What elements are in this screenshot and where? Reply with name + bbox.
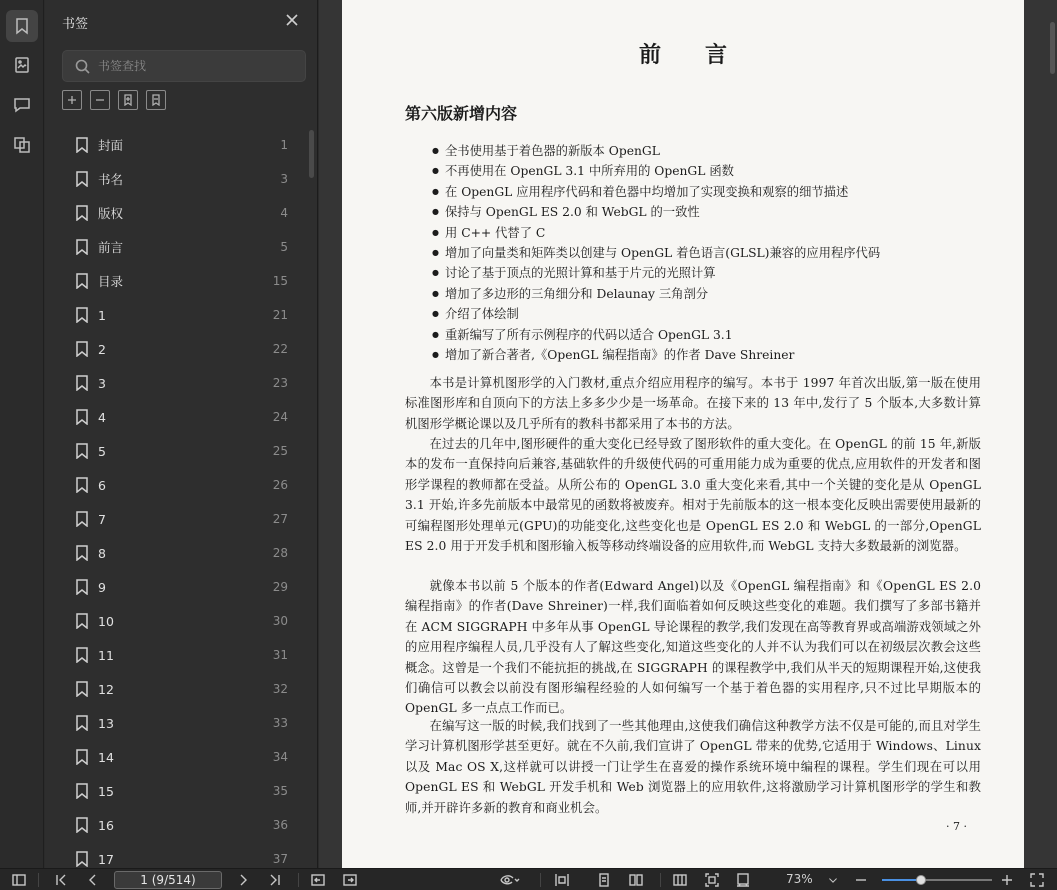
- bookmark-page-number: 3: [280, 172, 288, 186]
- bookmark-label: 14: [98, 749, 114, 765]
- search-icon: [75, 59, 90, 74]
- bookmark-label: 5: [98, 443, 106, 459]
- bookmark-item[interactable]: [62, 570, 302, 604]
- bookmark-icon: [75, 273, 89, 289]
- first-page-icon: [54, 873, 68, 887]
- bookmark-item[interactable]: [62, 706, 302, 740]
- bookmark-page-number: 4: [280, 206, 288, 220]
- bookmark-item[interactable]: [62, 808, 302, 842]
- feature-list: [432, 141, 880, 365]
- forward-button[interactable]: [342, 872, 358, 888]
- bookmark-page-number: 36: [272, 818, 288, 832]
- document-page: [342, 0, 1024, 868]
- back-icon: [311, 873, 325, 887]
- bookmark-label: 1: [98, 307, 106, 323]
- bookmark-page-number: 37: [272, 852, 288, 866]
- plus-icon: [1000, 873, 1014, 887]
- bookmark-item[interactable]: [62, 774, 302, 808]
- feature-list-item: ● 讨论了基于顶点的光照计算和基于片元的光照计算: [432, 263, 880, 283]
- comment-icon: [13, 96, 31, 114]
- thumbnail-panel-button[interactable]: [6, 49, 38, 81]
- next-page-button[interactable]: [235, 872, 251, 888]
- close-icon: [285, 13, 299, 27]
- read-mode-button[interactable]: [496, 872, 524, 888]
- bookmark-page-number: 1: [280, 138, 288, 152]
- bookmark-icon: [75, 171, 89, 187]
- bookmark-item[interactable]: [62, 400, 302, 434]
- continuous-scroll-button[interactable]: [671, 872, 689, 888]
- bookmark-icon: [75, 205, 89, 221]
- bookmark-icon: [75, 817, 89, 833]
- bookmark-icon: [75, 613, 89, 629]
- bookmark-icon: [75, 647, 89, 663]
- bookmark-item[interactable]: [62, 638, 302, 672]
- delete-bookmark-button[interactable]: [146, 90, 166, 110]
- single-page-icon: [597, 873, 611, 887]
- close-panel-button[interactable]: [285, 12, 303, 30]
- bookmark-page-number: 26: [272, 478, 288, 492]
- bookmark-icon: [75, 477, 89, 493]
- bookmark-icon: [75, 579, 89, 595]
- feature-list-item: ● 在 OpenGL 应用程序代码和着色器中均增加了实现变换和观察的细节描述: [432, 182, 880, 202]
- chevron-right-icon: [236, 873, 250, 887]
- expand-all-icon: [66, 94, 78, 106]
- bookmark-icon: [75, 443, 89, 459]
- divider: [540, 873, 541, 887]
- bookmark-icon: [13, 17, 31, 35]
- bookmark-page-number: 35: [272, 784, 288, 798]
- bookmark-page-number: 34: [272, 750, 288, 764]
- bookmark-search-box: [62, 50, 306, 82]
- zoom-dropdown[interactable]: [826, 872, 840, 888]
- bookmark-icon: [75, 851, 89, 867]
- bookmark-label: 书名: [98, 172, 124, 187]
- bookmark-item[interactable]: [62, 264, 302, 298]
- bookmark-label: 8: [98, 545, 106, 561]
- feature-list-item: ● 保持与 OpenGL ES 2.0 和 WebGL 的一致性: [432, 202, 880, 222]
- bookmark-page-number: 5: [280, 240, 288, 254]
- add-bookmark-button[interactable]: [118, 90, 138, 110]
- add-bookmark-icon: [122, 94, 134, 106]
- bookmark-label: 7: [98, 511, 106, 527]
- bookmark-label: 10: [98, 613, 114, 629]
- zoom-out-button[interactable]: [853, 872, 869, 888]
- bookmark-item[interactable]: [62, 536, 302, 570]
- expand-all-button[interactable]: [62, 90, 82, 110]
- bookmark-item[interactable]: [62, 502, 302, 536]
- bookmark-label: 17: [98, 851, 114, 867]
- feature-list-item: ● 增加了多边形的三角细分和 Delaunay 三角剖分: [432, 284, 880, 304]
- toggle-sidebar-button[interactable]: [10, 872, 28, 888]
- paragraph: 在过去的几年中,图形硬件的重大变化已经导致了图形软件的重大变化。在 OpenGL 的前 15 年,新版本的发布一直保持向后兼容,基础软件的升级使代码的可重用能力成为重要的优点,应用软件的开发者和图形学课程的教师都在受益。从所公布的 OpenGL 3.0 重大变化来看,其中一个关键的变化是从 OpenGL 3.1 开始,许多先前版本中最常见的函数将被废弃。相对于先前版本的这一根本变化反映出需要使用最新的可编程图形处理单元(GPU)的功能变化,这些变化也是 OpenGL ES 2.0 和 WebGL 的一部分,OpenGL ES 2.0 用于开发手机和图形输入板等移动终端设备的应用软件,而 WebGL 支持大多数最新的浏览器。: [405, 437, 981, 554]
- thumbnail-icon: [13, 56, 31, 74]
- bookmark-icon: [75, 681, 89, 697]
- chevron-down-icon: [828, 875, 838, 885]
- bookmark-page-number: 25: [272, 444, 288, 458]
- bookmark-label: 11: [98, 647, 114, 663]
- fit-width-icon: [555, 873, 569, 887]
- bookmark-label: 封面: [98, 138, 124, 153]
- eye-icon: [500, 873, 520, 887]
- attachment-panel-button[interactable]: [6, 129, 38, 161]
- minus-icon: [854, 873, 868, 887]
- bookmark-page-number: 33: [272, 716, 288, 730]
- feature-list-item: ● 增加了向量类和矩阵类以创建与 OpenGL 着色语言(GLSL)兼容的应用程序代码: [432, 243, 880, 263]
- bookmark-label: 3: [98, 375, 106, 391]
- bookmark-item[interactable]: [62, 196, 302, 230]
- bookmark-label: 版权: [98, 206, 124, 221]
- collapse-all-button[interactable]: [90, 90, 110, 110]
- bookmark-page-number: 22: [272, 342, 288, 356]
- sidebar-rail: [0, 0, 44, 868]
- bookmark-page-number: 29: [272, 580, 288, 594]
- chevron-left-icon: [86, 873, 100, 887]
- delete-bookmark-icon: [150, 94, 162, 106]
- continuous-scroll-icon: [673, 873, 687, 887]
- feature-list-item: ● 介绍了体绘制: [432, 304, 880, 324]
- bookmark-item[interactable]: [62, 740, 302, 774]
- last-page-icon: [268, 873, 282, 887]
- feature-list-item: ● 用 C++ 代替了 C: [432, 223, 880, 243]
- fit-page-button[interactable]: [703, 872, 721, 888]
- bookmark-item[interactable]: [62, 128, 302, 162]
- bookmark-label: 4: [98, 409, 106, 425]
- bookmark-label: 6: [98, 477, 106, 493]
- zoom-level[interactable]: 73%: [786, 872, 813, 886]
- bookmark-item[interactable]: [62, 842, 302, 868]
- bookmark-item[interactable]: [62, 162, 302, 196]
- bookmark-page-number: 21: [272, 308, 288, 322]
- attachment-icon: [13, 136, 31, 154]
- zoom-slider-handle[interactable]: [916, 875, 926, 885]
- bookmark-item[interactable]: [62, 366, 302, 400]
- bookmark-item[interactable]: [62, 332, 302, 366]
- comment-panel-button[interactable]: [6, 89, 38, 121]
- bookmark-page-number: 23: [272, 376, 288, 390]
- document-scrollbar[interactable]: [1050, 22, 1055, 74]
- bookmark-panel-button[interactable]: [6, 10, 38, 42]
- bookmark-label: 13: [98, 715, 114, 731]
- bookmark-page-number: 24: [272, 410, 288, 424]
- bookmark-item[interactable]: [62, 468, 302, 502]
- single-page-button[interactable]: [595, 872, 613, 888]
- bookmark-icon: [75, 511, 89, 527]
- bookmark-search-input[interactable]: [98, 51, 298, 81]
- divider: [38, 873, 39, 887]
- bookmark-list: [62, 128, 302, 868]
- bookmark-label: 2: [98, 341, 106, 357]
- last-page-button[interactable]: [267, 872, 283, 888]
- fullscreen-icon: [1030, 873, 1044, 887]
- first-page-button[interactable]: [53, 872, 69, 888]
- bookmark-icon: [75, 783, 89, 799]
- bookmark-page-number: 31: [272, 648, 288, 662]
- bookmark-item[interactable]: [62, 672, 302, 706]
- fit-width-button[interactable]: [553, 872, 571, 888]
- two-page-button[interactable]: [627, 872, 645, 888]
- actual-size-button[interactable]: [734, 872, 752, 888]
- two-page-icon: [629, 873, 643, 887]
- feature-list-item: ● 重新编写了所有示例程序的代码以适合 OpenGL 3.1: [432, 325, 880, 345]
- document-viewport: [319, 0, 1057, 868]
- section-title: 第六版新增内容: [405, 104, 518, 123]
- bookmarks-panel: [45, 0, 318, 868]
- bookmark-page-number: 15: [272, 274, 288, 288]
- sidebar-toggle-icon: [12, 873, 26, 887]
- divider: [660, 873, 661, 887]
- bookmark-label: 前言: [98, 240, 124, 255]
- bookmark-label: 9: [98, 579, 106, 595]
- previous-page-button[interactable]: [85, 872, 101, 888]
- bookmark-label: 15: [98, 783, 114, 799]
- bookmark-label: 目录: [98, 274, 124, 289]
- bookmark-icon: [75, 749, 89, 765]
- bookmark-icon: [75, 307, 89, 323]
- bookmark-icon: [75, 239, 89, 255]
- bookmark-icon: [75, 545, 89, 561]
- bookmark-icon: [75, 409, 89, 425]
- bookmark-item[interactable]: [62, 434, 302, 468]
- page-number-input[interactable]: [114, 871, 222, 889]
- forward-icon: [343, 873, 357, 887]
- collapse-all-icon: [94, 94, 106, 106]
- paragraph: 就像本书以前 5 个版本的作者(Edward Angel)以及《OpenGL 编程指南》和《OpenGL ES 2.0 编程指南》的作者(Dave Shreiner)一样,我们面临着如何反映这些变化的难题。我们撰写了多部书籍并在 ACM SIGGRAPH 中多年从事 OpenGL 导论课程的教学,我们发现在高等教育界或高端游戏领域之外的应用程序编程人员,几乎没有人了解这些变化,知道这些变化的人并不认为我们可以在初级层次教会这些概念。这曾是一个我们不能抗拒的挑战,在 SIGGRAPH 的课程教学中,我们从半天的短期课程开始,这使我们确信可以教会以前没有图形编程经验的人如何编写一个基于着色器的实用程序,只不过比早期版本的 OpenGL 多一点点工作而已。: [405, 579, 981, 716]
- page-number: · 7 ·: [946, 820, 967, 833]
- bookmark-item[interactable]: [62, 298, 302, 332]
- bookmark-icon: [75, 375, 89, 391]
- paragraph: 在编写这一版的时候,我们找到了一些其他理由,这使我们确信这种教学方法不仅是可能的,而且对学生学习计算机图形学甚至更好。就在不久前,我们宣讲了 OpenGL 带来的优势,它适用于 Windows、Linux 以及 Mac OS X,这样就可以讲授一门让学生在喜爱的操作系统环境中编程的课程。学生们现在可以用 OpenGL ES 和 WebGL 开发手机和 Web 浏览器上的应用软件,这将激励学习计算机图形学的学生和教师,并开辟许多新的教育和商业机会。: [405, 719, 981, 815]
- bookmark-label: 12: [98, 681, 114, 697]
- bookmark-toolbar: [62, 90, 166, 114]
- bottom-toolbar: [0, 868, 1057, 890]
- bookmark-list-scrollbar[interactable]: [309, 130, 314, 178]
- bookmark-page-number: 32: [272, 682, 288, 696]
- page-heading: 前言: [638, 42, 771, 68]
- bookmark-page-number: 28: [272, 546, 288, 560]
- fit-page-icon: [705, 873, 719, 887]
- zoom-in-button[interactable]: [999, 872, 1015, 888]
- zoom-slider[interactable]: [882, 879, 992, 881]
- fullscreen-button[interactable]: [1029, 872, 1045, 888]
- actual-size-icon: [736, 873, 750, 887]
- bookmark-icon: [75, 341, 89, 357]
- bookmark-page-number: 30: [272, 614, 288, 628]
- bookmark-item[interactable]: [62, 230, 302, 264]
- bookmark-page-number: 27: [272, 512, 288, 526]
- feature-list-item: ● 全书使用基于着色器的新版本 OpenGL: [432, 141, 880, 161]
- bookmark-icon: [75, 715, 89, 731]
- back-button[interactable]: [310, 872, 326, 888]
- paragraph: 本书是计算机图形学的入门教材,重点介绍应用程序的编写。本书于 1997 年首次出版,第一版在使用标准图形库和自顶向下的方法上多多少少是一场革命。在接下来的 13 年中,发行了 5 个版本,大多数计算机图形学概论课以及几乎所有的教科书都采用了本书的方法。: [405, 376, 981, 431]
- feature-list-item: ● 增加了新合著者,《OpenGL 编程指南》的作者 Dave Shreiner: [432, 345, 880, 365]
- divider: [298, 873, 299, 887]
- bookmark-item[interactable]: [62, 604, 302, 638]
- bookmark-icon: [75, 137, 89, 153]
- bookmark-label: 16: [98, 817, 114, 833]
- zoom-slider-fill: [882, 879, 921, 881]
- panel-title: 书签: [62, 17, 89, 32]
- feature-list-item: ● 不再使用在 OpenGL 3.1 中所弃用的 OpenGL 函数: [432, 161, 880, 181]
